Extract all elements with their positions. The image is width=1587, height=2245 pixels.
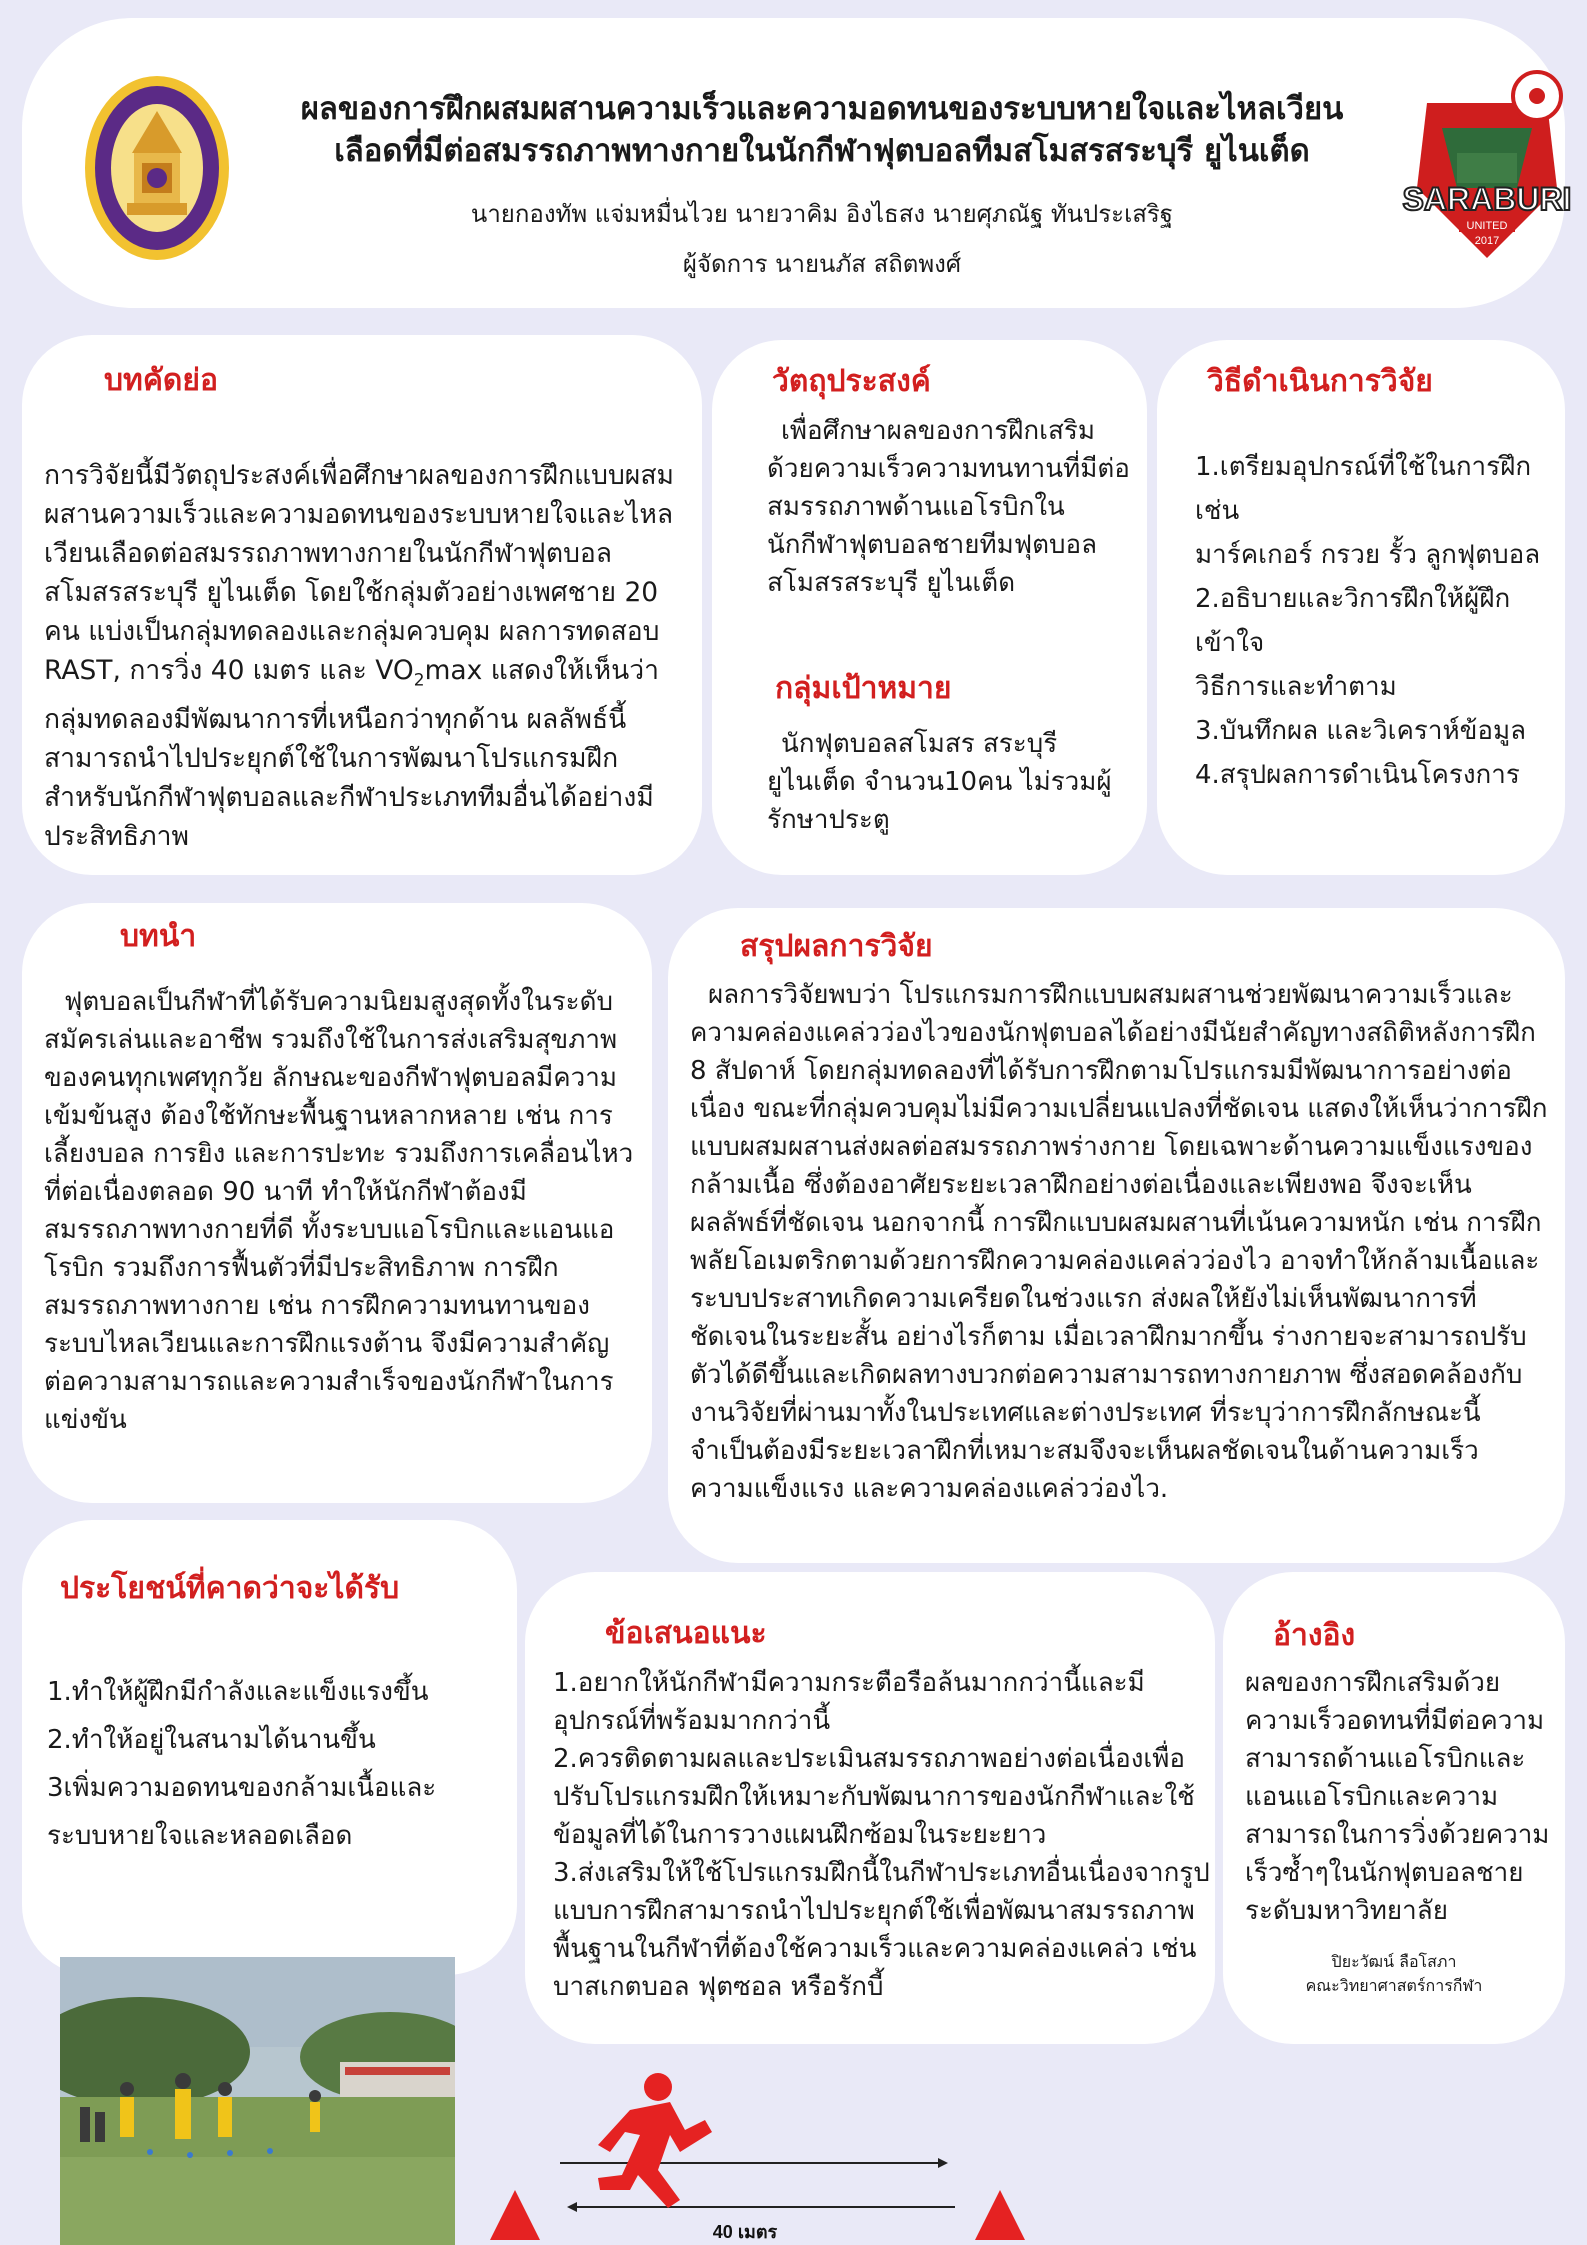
method-card <box>1157 340 1565 875</box>
reference-author: ปิยะวัฒน์ ลือโสภา <box>1331 1952 1457 1971</box>
method-item: 3.บันทึกผล และวิเคราห์ข้อมูล <box>1195 716 1527 746</box>
abstract-body <box>44 417 684 856</box>
method-item: 2.อธิบายและวิการฝึกให้ผู้ฝึกเข้าใจ <box>1195 584 1511 658</box>
method-item: มาร์คเกอร์ กรวย รั้ว ลูกฟุตบอล <box>1195 540 1541 570</box>
manager-line: ผู้จัดการ นายนภัส สถิตพงศ์ <box>682 250 962 278</box>
intro-card <box>22 903 652 1503</box>
benefits-card <box>22 1520 517 1975</box>
header-card <box>22 18 1572 308</box>
benefit-item: ระบบหายใจและหลอดเลือด <box>47 1821 353 1851</box>
end-cone-icon <box>975 2190 1025 2240</box>
abstract-card <box>22 335 702 875</box>
suggestions-heading: ข้อเสนอแนะ <box>605 1616 767 1651</box>
suggestions-card <box>525 1572 1215 2044</box>
training-photo <box>60 1957 455 2245</box>
objective-body: เพื่อศึกษาผลของการฝึกเสริมด้วยความเร็วความทนทานที่มีต่อสมรรถภาพด้านแอโรบิกในนักกีฬาฟุตบอลชายทีมฟุตบอลสโมสรสระบุรี ยูไนเต็ด <box>767 416 1130 598</box>
distance-label: 40 เมตร <box>712 2222 778 2242</box>
method-list <box>1195 445 1555 797</box>
reference-faculty: คณะวิทยาศาสตร์การกีฬา <box>1305 1976 1483 1995</box>
method-item: 1.เตรียมอุปกรณ์ที่ใช้ในการฝึกเช่น <box>1195 452 1532 526</box>
abstract-text-post: max แสดงให้เห็นว่ากลุ่มทดลองมีพัฒนาการที่เหนือกว่าทุกด้าน ผลลัพธ์นี้สามารถนำไปประยุกต์ใช้ในการพัฒนาโปรแกรมฝึกสำหรับนักกีฬาฟุตบอลและกีฬาประเภททีมอื่นได้อย่างมีประสิทธิภาพ <box>44 655 659 853</box>
summary-card <box>668 908 1565 1563</box>
target-heading: กลุ่มเป้าหมาย <box>775 671 952 706</box>
summary-body: ผลการวิจัยพบว่า โปรแกรมการฝึกแบบผสมผสานช่วยพัฒนาความเร็วและความคล่องแคล่วว่องไวของนักฟุตบอลได้อย่างมีนัยสำคัญทางสถิติหลังการฝึก 8 สัปดาห์ โดยกลุ่มทดลองที่ได้รับการฝึกตามโปรแกรมมีพัฒนาการอย่างต่อเนื่อง ขณะที่กลุ่มควบคุมไม่มีความเปลี่ยนแปลงที่ชัดเจน แสดงให้เห็นว่าการฝึกแบบผสมผสานส่งผลต่อสมรรถภาพร่างกาย โดยเฉพาะด้านความแข็งแรงของกล้ามเนื้อ ซึ่งต้องอาศัยระยะเวลาฝึกอย่างต่อเนื่องและเพียงพอ จึงจะเห็นผลลัพธ์ที่ชัดเจน นอกจากนี้ การฝึกแบบผสมผสานที่เน้นความหนัก เช่น การฝึกพลัยโอเมตริกตามด้วยการฝึกความคล่องแคล่วว่องไว อาจทำให้กล้ามเนื้อและระบบประสาทเกิดความเครียดในช่วงแรก ส่งผลให้ยังไม่เห็นพัฒนาการที่ชัดเจนในระยะสั้น อย่างไรก็ตาม เมื่อเวลาฝึกมากขึ้น ร่างกายจะสามารถปรับตัวได้ดีขึ้นและเกิดผลทางบวกต่อความสามารถทางกายภาพ ซึ่งสอดคล้องกับงานวิจัยที่ผ่านมาทั้งในประเทศและต่างประเทศ ที่ระบุว่าการฝึกลักษณะนี้จำเป็นต้องมีระยะเวลาฝึกที่เหมาะสมจึงจะเห็นผลชัดเจนในด้านความเร็ว ความแข็งแรง และความคล่องแคล่วว่องไว. <box>690 980 1548 1504</box>
benefit-item: 2.ทำให้อยู่ในสนามได้นานขึ้น <box>47 1725 376 1755</box>
abstract-text-pre: การวิจัยนี้มีวัตถุประสงค์เพื่อศึกษาผลของการฝึกแบบผสมผสานความเร็วและความอดทนของระบบหายใจและไหลเวียนเลือดต่อสมรรถภาพทางกายในนักกีฬาฟุตบอลสโมสรสระบุรี ยูไนเต็ด โดยใช้กลุ่มตัวอย่างเพศชาย 20 คน แบ่งเป็นกลุ่มทดลองและกลุ่มควบคุม ผลการทดสอบ RAST, การวิ่ง 40 เมตร และ VO <box>44 460 674 686</box>
benefit-item: 3เพิ่มความอดทนของกล้ามเนื้อและ <box>47 1773 437 1803</box>
references-card <box>1223 1572 1565 2044</box>
objective-heading: วัตถุประสงค์ <box>772 364 931 399</box>
references-body: ผลของการฝึกเสริมด้วยความเร็วอดทนที่มีต่อความสามารถด้านแอโรบิกและแอนแอโรบิกและความสามารถในการวิ่งด้วยความเร็วซ้ำๆในนักฟุตบอลชายระดับมหาวิทยาลัย <box>1245 1668 1550 1926</box>
suggestions-body: 1.อยากให้นักกีฬามีความกระตือรือล้นมากกว่านี้และมีอุปกรณ์ที่พร้อมมากกว่านี้ 2.ควรติดตามผลและประเมินสมรรถภาพอย่างต่อเนื่องเพื่อปรับโปรแกรมฝึกให้เหมาะกับพัฒนาการของนักกีฬาและใช้ข้อมูลที่ได้ในการวางแผนฝึกซ้อมในระยะยาว 3.ส่งเสริมให้ใช้โปรแกรมฝึกนี้ในกีฬาประเภทอื่นเนื่องจากรูปแบบการฝึกสามารถนำไปประยุกต์ใช้เพื่อพัฒนาสมรรถภาพพื้นฐานในกีฬาที่ต้องใช้ความเร็วและความคล่องแคล่ว เช่น บาสเกตบอล ฟุตซอล หรือรักบี้ <box>553 1668 1210 2002</box>
poster-title: ผลของการฝึกผสมผสานความเร็วและความอดทนของระบบหายใจและไหลเวียน เลือดที่มีต่อสมรรถภาพทางกายในนักกีฬาฟุตบอลทีมสโมสรสระบุรี ยูไนเต็ด <box>300 91 1344 169</box>
svg-text:2017: 2017 <box>1474 235 1500 247</box>
method-item: 4.สรุปผลการดำเนินโครงการ <box>1195 760 1520 790</box>
summary-heading: สรุปผลการวิจัย <box>740 929 933 964</box>
benefits-heading: ประโยชน์ที่คาดว่าจะได้รับ <box>60 1571 400 1606</box>
target-body: นักฟุตบอลสโมสร สระบุรี ยูไนเต็ด จำนวน10คน ไม่รวมผู้รักษาประตู <box>767 729 1112 835</box>
intro-heading: บทนำ <box>120 919 197 954</box>
references-heading: อ้างอิง <box>1273 1618 1356 1653</box>
authors-line: นายกองทัพ แจ่มหมื่นไวย นายวาคิม อิงไธสง นายศุภณัฐ ทันประเสริฐ <box>470 200 1174 228</box>
benefits-list <box>47 1668 507 1860</box>
abstract-heading: บทคัดย่อ <box>104 363 218 398</box>
method-heading: วิธีดำเนินการวิจัย <box>1207 364 1433 399</box>
svg-text:UNITED: UNITED <box>1466 220 1508 232</box>
benefit-item: 1.ทำให้ผู้ฝึกมีกำลังและแข็งแรงขึ้น <box>47 1677 429 1707</box>
intro-body: ฟุตบอลเป็นกีฬาที่ได้รับความนิยมสูงสุดทั้งในระดับสมัครเล่นและอาชีพ รวมถึงใช้ในการส่งเสริมสุขภาพของคนทุกเพศทุกวัย ลักษณะของกีฬาฟุตบอลมีความเข้มข้นสูง ต้องใช้ทักษะพื้นฐานหลากหลาย เช่น การเลี้ยงบอล การยิง และการปะทะ รวมถึงการเคลื่อนไหวที่ต่อเนื่องตลอด 90 นาที ทำให้นักกีฬาต้องมีสมรรถภาพทางกายที่ดี ทั้งระบบแอโรบิกและแอนแอโรบิก รวมถึงการฟื้นตัวที่มีประสิทธิภาพ การฝึกสมรรถภาพทางกาย เช่น การฝึกความทนทานของระบบไหลเวียนและการฝึกแรงต้าน จึงมีความสำคัญต่อความสามารถและความสำเร็จของนักกีฬาในการแข่งขัน <box>44 987 634 1435</box>
start-cone-icon <box>490 2190 540 2240</box>
runner-icon <box>598 2073 712 2208</box>
svg-text:SARABURI: SARABURI <box>1402 181 1572 217</box>
abstract-text-sub: 2 <box>413 670 425 691</box>
objective-card <box>712 340 1147 875</box>
sprint-diagram <box>480 2040 1040 2245</box>
club-logo-icon <box>1387 68 1587 268</box>
method-item: วิธีการและทำตาม <box>1195 672 1397 702</box>
university-seal-icon <box>82 73 232 263</box>
